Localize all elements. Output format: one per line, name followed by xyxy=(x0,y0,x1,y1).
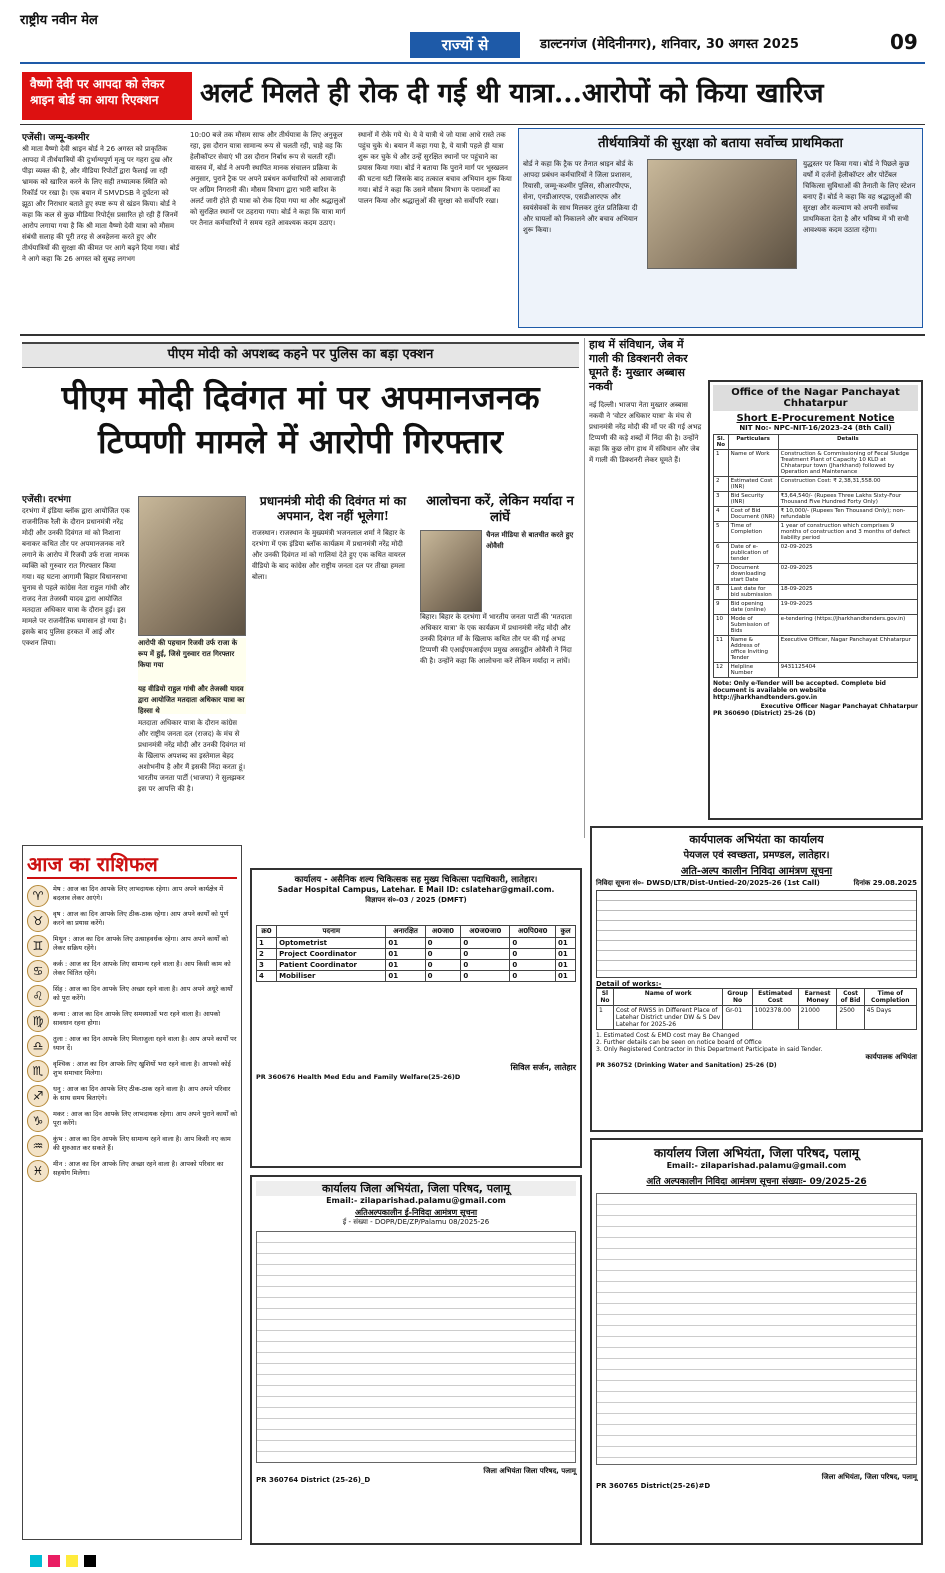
palamu1-email: Email:- zilaparishad.palamu@gmail.com xyxy=(326,1196,506,1205)
masthead: राष्ट्रीय नवीन मेल xyxy=(20,13,98,28)
naqvi-title: हाथ में संविधान, जेब में गाली की डिक्शनरी लेकर घूमते हैं: मुख्तार अब्बास नकवी xyxy=(589,338,688,393)
story1-col3: स्थानों में रोके गये थे। ये वे यात्री थे जो यात्रा आधे रास्ते तक पहुंच चुके थे। बयान में कहा गया है, ये यात्री पहले ही यात्रा शुरू कर चुके थे और उन्हें सुरक्षित स्थानों पर पहुंचाने का प्रयास किया गया। बोर्ड ने बताया कि पुराने मार्ग पर भूस्खलन की घटना घटी जिसके बाद तत्काल बचाव अभियान शुरू किया गया। बोर्ड ने कहा कि उसने मौसम विभाग के परामर्शों का पालन किया और श्रद्धालुओं की सुरक्षा को सर्वोपरि रखा। xyxy=(358,131,512,205)
table-cell: 01 xyxy=(556,949,576,960)
chhatarpur-pr: PR 360690 (District) 25-26 (D) xyxy=(713,710,816,717)
latehar-notice: अति-अल्प कालीन निविदा आमंत्रण सूचना xyxy=(680,866,833,877)
table-cell: 5 xyxy=(714,522,729,543)
story1-col2: 10:00 बजे तक मौसम साफ और तीर्थयात्रा के लिए अनुकूल रहा, इस दौरान यात्रा सामान्य रूप से चलती रही, चाहे वह कि हेलीकॉप्टर सेवाएं भी उस दौरान निर्बाध रूप से चलती रहीं। वास्तव में, बोर्ड ने अपनी स्थापित मानक संचालन प्रक्रिया के अनुसार, पुराने ट्रैक पर अपने प्रबंधन कर्मचारियों को आवाजाही पर अग्रिम निगरानी की। मौसम विभाग द्वारा भारी बारिश के अलर्ट जारी होते ही यात्रा को रोक दिया गया था और श्रद्धालुओं को सुरक्षित स्थानों पर ठहराया गया। बोर्ड ने कहा कि यात्रा मार्ग पर तैनात कर्मचारियों ने समय रहते आवश्यक कदम उठाए। xyxy=(190,131,346,227)
story1-dateline: एजेंसी। जम्मू-कश्मीर xyxy=(22,133,90,143)
zodiac-entry xyxy=(27,935,237,957)
zodiac-entry xyxy=(27,1135,237,1157)
story1-box-title: तीर्थयात्रियों की सुरक्षा को बताया सर्वोच्च प्राथमिकता xyxy=(598,136,843,151)
zodiac-icon: ♋ xyxy=(27,960,49,982)
table-cell: 01 xyxy=(556,938,576,949)
palamu2-table xyxy=(596,1193,917,1465)
owaisi-photo xyxy=(420,530,482,612)
table-cell: 6 xyxy=(714,543,729,564)
table-cell: 2 xyxy=(257,949,277,960)
zodiac-icon: ♓ xyxy=(27,1160,49,1182)
zodiac-entry xyxy=(27,1010,237,1032)
zodiac-text: सिंह : आज का दिन आपके लिए अच्छा रहने वाला है। आप अपने अधूरे कार्यों को पूरा करेंगे। xyxy=(53,985,233,1002)
zodiac-entry xyxy=(27,885,237,907)
story2-col2: मतदाता अधिकार यात्रा के दौरान कांग्रेस और राष्ट्रीय जनता दल (राजद) के मंच से प्रधानमंत्री नरेंद्र मोदी और उनकी दिवंगत मां के खिलाफ अपशब्द का इस्तेमाल बेहद अशोभनीय है और मैं इसकी निंदा करता हूं। भारतीय जनता पार्टी (भाजपा) ने सुलझकर इस पर आपत्ति की है। xyxy=(138,719,246,793)
table-row xyxy=(714,585,918,600)
table-cell: Last date for bid submission xyxy=(728,585,778,600)
table-cell: 0 xyxy=(425,960,461,971)
table-row xyxy=(714,600,918,615)
table-cell: Construction & Commissioning of Fecal Sludge Treatment Plant of Capacity 10 KLD at Chhatarpur town (Jharkhand) followed by Operation and Maintenance xyxy=(778,450,917,477)
photo-caption-2: यह वीडियो राहुल गांधी और तेजस्वी यादव द्वारा आयोजित मतदाता अधिकार यात्रा का हिस्सा थे xyxy=(138,685,245,714)
chhatarpur-tender xyxy=(708,380,923,820)
latehar-pr: PR 360752 (Drinking Water and Sanitation) 25-26 (D) xyxy=(596,1062,777,1069)
story1-box-col1: बोर्ड ने कहा कि ट्रैक पर तैनात श्राइन बोर्ड के आपदा प्रबंधन कर्मचारियों ने जिला प्रशासन, रियासी, जम्मू-कश्मीर पुलिस, सीआरपीएफ, सेना, एनडीआरएफ, एसडीआरएफ और स्वयंसेवकों के साथ मिलकर तुरंत प्रतिक्रिया दी और घायलों को निकालने और बचाव अभियान शुरू किया। xyxy=(523,160,638,234)
hospital-pr: PR 360676 Health Med Edu and Family Welfare(25-26)D xyxy=(256,1073,461,1081)
palamu2-email: Email:- zilaparishad.palamu@gmail.com xyxy=(666,1161,847,1170)
table-cell: Document downloading start Date xyxy=(728,564,778,585)
story1-bottom-rule xyxy=(20,334,925,336)
chhatarpur-table xyxy=(713,434,918,678)
table-row xyxy=(714,450,918,477)
story2-band: पीएम मोदी को अपशब्द कहने पर पुलिस का बड़ा एक्शन xyxy=(22,342,579,368)
palamu1-pr: PR 360764 District (25-26)_D xyxy=(256,1476,371,1484)
table-cell: 9 xyxy=(714,600,729,615)
accused-photo xyxy=(138,496,246,636)
table-cell: Time of Completion xyxy=(728,522,778,543)
latehar-earnest: 21000 xyxy=(798,1006,837,1030)
table-row xyxy=(257,949,576,960)
zodiac-entry xyxy=(27,985,237,1007)
chhatarpur-sign: Executive Officer Nagar Panchayat Chhatarpur xyxy=(760,703,918,710)
hospital-title: कार्यालय - असैनिक शल्य चिकित्सक सह मुख्य चिकित्सा पदाधिकारी, लातेहार। xyxy=(294,875,538,885)
palamu1-title: कार्यालय जिला अभियंता, जिला परिषद, पलामू xyxy=(256,1181,576,1196)
chhatarpur-office: Office of the Nagar Panchayat Chhatarpur xyxy=(713,385,918,411)
table-cell: 0 xyxy=(425,949,461,960)
table-cell: Patient Coordinator xyxy=(277,960,386,971)
zodiac-entry xyxy=(27,960,237,982)
palamu1-ref: ई - संख्या - DOPR/DE/ZP/Palamu 08/2025-26 xyxy=(342,1218,490,1226)
table-cell: 01 xyxy=(386,960,425,971)
zodiac-text: मीन : आज का दिन आपके लिए अच्छा रहने वाला है। आपको परिवार का सहयोग मिलेगा। xyxy=(53,1160,224,1177)
zodiac-text: कन्या : आज का दिन आपके लिए समस्याओं भरा रहने वाला है। आपको सावधान रहना होगा। xyxy=(53,1010,221,1027)
table-cell: 01 xyxy=(556,960,576,971)
table-cell: Bid opening date (online) xyxy=(728,600,778,615)
hospital-h-cat3: अ0पि0व0 xyxy=(510,926,556,938)
quote2-box xyxy=(420,494,580,839)
zodiac-text: कुंभ : आज का दिन आपके लिए सामान्य रहने वाला है। आप किसी नए काम की शुरुआत कर सकते हैं। xyxy=(53,1135,231,1152)
table-cell: 19-09-2025 xyxy=(778,600,917,615)
table-cell: 0 xyxy=(425,971,461,982)
table-row xyxy=(714,507,918,522)
palamu2-pr: PR 360765 District(25-26)#D xyxy=(596,1482,711,1490)
list-item: 2. Further details can be seen on notice board of Office xyxy=(596,1039,762,1046)
table-cell: Name & Address of office Inviting Tender xyxy=(728,636,778,663)
list-item: 3. Only Registered Contractor in this Department Participate in said Tender. xyxy=(596,1046,823,1053)
table-cell: Project Coordinator xyxy=(277,949,386,960)
table-cell: Executive Officer, Nagar Panchayat Chhatarpur xyxy=(778,636,917,663)
table-cell: 3 xyxy=(257,960,277,971)
hospital-h-cat0: अनारक्षित xyxy=(386,926,425,938)
page-number: 09 xyxy=(890,30,918,54)
table-cell: Optometrist xyxy=(277,938,386,949)
table-cell: 01 xyxy=(556,971,576,982)
latehar-ref: निविदा सूचना सं०- DWSD/LTR/Dist-Untied-20/2025-26 (1st Call) xyxy=(596,879,820,887)
story1-rule xyxy=(20,124,925,125)
zodiac-icon: ♒ xyxy=(27,1135,49,1157)
zodiac-entry xyxy=(27,1160,237,1182)
table-row xyxy=(714,615,918,636)
table-cell: 10 xyxy=(714,615,729,636)
story1-headline: अलर्ट मिलते ही रोक दी गई थी यात्रा...आरोपों को किया खारिज xyxy=(200,78,824,109)
table-cell: 0 xyxy=(510,960,556,971)
latehar-office: कार्यपालक अभियंता का कार्यालय xyxy=(689,833,824,846)
table-cell: Mobiliser xyxy=(277,971,386,982)
table-cell: 0 xyxy=(461,949,510,960)
table-cell: Mode of Submission of Bids xyxy=(728,615,778,636)
zodiac-icon: ♈ xyxy=(27,885,49,907)
quote1-title: प्रधानमंत्री मोदी की दिवंगत मां का अपमान, देश नहीं भूलेगा! xyxy=(259,494,407,523)
zodiac-icon: ♎ xyxy=(27,1035,49,1057)
header-rule xyxy=(20,62,925,64)
latehar-sign: कार्यपालक अभियंता xyxy=(865,1053,917,1061)
table-row xyxy=(714,477,918,492)
hospital-table xyxy=(256,925,576,982)
latehar-tender xyxy=(590,826,923,1132)
table-cell: 7 xyxy=(714,564,729,585)
table-cell: 0 xyxy=(461,971,510,982)
zodiac-entry xyxy=(27,1110,237,1132)
table-cell: 01 xyxy=(386,971,425,982)
story2-col1: दरभंगा में इंडिया ब्लॉक द्वारा आयोजित एक राजनीतिक रैली के दौरान प्रधानमंत्री नरेंद्र मोदी और उनकी दिवंगत मां को निशाना बनाकर कथित तौर पर अपमानजनक नारे लगाने के आरोप में रिजवी उर्फ राजा नामक व्यक्ति को गुरुवार रात गिरफ्तार किया गया। यह घटना आगामी बिहार विधानसभा चुनाव से पहले कांग्रेस नेता राहुल गांधी और राजद नेता तेजस्वी यादव द्वारा आयोजित मतदाता अधिकार यात्रा के दौरान हुई। इस मामले पर राजनीतिक घमासान हो गया है। इसके बाद पुलिस हरकत में आई और एक्शन लिया। xyxy=(22,507,130,647)
table-cell: 12 xyxy=(714,663,729,678)
latehar-completion: 45 Days xyxy=(864,1006,916,1030)
table-row xyxy=(714,543,918,564)
zodiac-icon: ♑ xyxy=(27,1110,49,1132)
latehar-work-table: Sl No Name of work Group No Estimated Cost Earnest Money Cost of Bid Time of Completion 1 Cost of RWSS in Different Place of Latehar District under DW & S Dev Latehar for 2025-26 Gr-01 1002378.00 21000 2500 45 Days xyxy=(596,988,917,1030)
table-cell: Helpline Number xyxy=(728,663,778,678)
hospital-subtitle: Sadar Hospital Campus, Latehar. E Mail ID: cslatehar@gmail.com. xyxy=(277,885,555,894)
zodiac-icon: ♏ xyxy=(27,1060,49,1082)
latehar-h-money: Earnest Money xyxy=(798,989,837,1006)
table-cell: 0 xyxy=(461,938,510,949)
table-cell: ₹ 10,000/- (Rupees Ten Thousand Only); non-refundable xyxy=(778,507,917,522)
palamu2-sign: जिला अभियंता, जिला परिषद, पलामू xyxy=(821,1473,917,1481)
quote2-title: आलोचना करें, लेकिन मर्यादा न लांघें xyxy=(426,494,574,525)
quote1-body: राजस्थान। राजस्थान के मुख्यमंत्री भजनलाल शर्मा ने बिहार के दरभंगा में एक इंडिया ब्लॉक कार्यक्रम में प्रधानमंत्री नरेंद्र मोदी और उनकी दिवंगत मां को गालियां देते हुए एक कथित वायरल वीडियो के बाद कांग्रेस और राष्ट्रीय जनता दल पर तीखा हमला बोला। xyxy=(252,529,406,581)
table-cell: 4 xyxy=(257,971,277,982)
table-cell: 0 xyxy=(510,971,556,982)
story1-box xyxy=(518,128,923,328)
table-row xyxy=(714,564,918,585)
table-cell: 01 xyxy=(386,949,425,960)
col-particulars: Particulars xyxy=(728,435,778,450)
latehar-h-work: Name of work xyxy=(613,989,723,1006)
latehar-dept: पेयजल एवं स्वच्छता, प्रमण्डल, लातेहार। xyxy=(683,850,830,861)
chhatarpur-title: Short E-Procurement Notice xyxy=(736,413,895,424)
zodiac-icon: ♐ xyxy=(27,1085,49,1107)
rashifal-title: आज का राशिफल xyxy=(27,850,237,879)
story1-col1: श्री माता वैष्णो देवी श्राइन बोर्ड ने 26 अगस्त को प्राकृतिक आपदा में तीर्थयात्रियों की दुर्भाग्यपूर्ण मृत्यु पर गहरा दुख और पीड़ा व्यक्त की है, और मीडिया रिपोर्टों द्वारा फैलाई जा रही भ्रामक को खारिज करने के लिए सही तथ्यात्मक स्थिति को रिकॉर्ड पर रखा है। एक बयान में SMVDSB ने दुर्घटना को झूठा और निराधार बताते हुए स्पष्ट रूप से खंडन किया। बोर्ड ने कहा कि कल से कुछ मीडिया रिपोर्ट्स प्रसारित हो रही हैं जिनमें आरोप लगाया गया है कि श्री माता वैष्णो देवी यात्रा को मौसम संबंधी सलाह की पूरी तरह से अवहेलना करते हुए और तीर्थयात्रियों की सुरक्षा की कीमत पर आगे बढ़ने दिया गया। बोर्ड ने आगे कहा कि 26 अगस्त को सुबह लगभग xyxy=(22,145,180,263)
zodiac-icon: ♌ xyxy=(27,985,49,1007)
latehar-bidcost: 2500 xyxy=(837,1006,864,1030)
zodiac-text: वृष : आज का दिन आपके लिए ठीक-ठाक रहेगा। आप अपने कार्यों को पूर्ण करने का प्रयास करेंगे। xyxy=(53,910,229,927)
zodiac-entry xyxy=(27,1060,237,1082)
palamu-ad-2 xyxy=(590,1138,923,1545)
zodiac-text: कर्क : आज का दिन आपके लिए सामान्य रहने वाला है। आप किसी काम को लेकर चिंतित रहेंगे। xyxy=(53,960,231,977)
quote1-box xyxy=(252,494,414,839)
latehar-date: दिनांक 29.08.2025 xyxy=(853,879,917,887)
latehar-h-sl: Sl No xyxy=(597,989,614,1006)
table-cell: e-tendering (https://jharkhandtenders.gov.in) xyxy=(778,615,917,636)
table-cell: 4 xyxy=(714,507,729,522)
hospital-sign: सिविल सर्जन, लातेहार xyxy=(510,1063,576,1072)
latehar-h-cost: Estimated Cost xyxy=(752,989,798,1006)
table-row xyxy=(714,636,918,663)
naqvi-body: नई दिल्ली। भाजपा नेता मुख्तार अब्बास नकवी ने 'वोटर अधिकार यात्रा' के मंच से प्रधानमंत्री नरेंद्र मोदी की माँ पर की गई अभद्र टिप्पणी की कड़े शब्दों में निंदा की है। उन्होंने कहा कि कुछ लोग हाथ में संविधान और जेब में गाली की डिक्शनरी लेकर घूमते हैं। xyxy=(589,401,702,464)
color-registration-marks xyxy=(30,1552,330,1566)
latehar-schedule-table xyxy=(596,890,917,978)
zodiac-entry xyxy=(27,1035,237,1057)
table-row xyxy=(714,492,918,507)
table-cell: 0 xyxy=(461,960,510,971)
zodiac-icon: ♊ xyxy=(27,935,49,957)
latehar-h-time: Time of Completion xyxy=(864,989,916,1006)
table-cell: 18-09-2025 xyxy=(778,585,917,600)
table-cell: 2 xyxy=(714,477,729,492)
story1-box-col2: युद्धस्तर पर किया गया। बोर्ड ने पिछले कुछ वर्षों में दर्जनों हेलीकॉप्टर और पोर्टेबल चिकित्सा सुविधाओं की तैनाती के लिए स्टेशन बनाए हैं। बोर्ड ने कहा कि वह श्रद्धालुओं की सुरक्षा और कल्याण को अपनी सर्वोच्च प्राथमिकता देता है और भविष्य में भी सभी आवश्यक कदम उठाता रहेगा। xyxy=(803,160,916,234)
hospital-h-cat4: कुल xyxy=(556,926,576,938)
registration-dot xyxy=(30,1555,42,1567)
photo-caption: आरोपी की पहचान रिजवी उर्फ राजा के रूप में हुई, जिसे गुरुवार रात गिरफ्तार किया गया xyxy=(138,638,246,682)
zodiac-text: मेष : आज का दिन आपके लिए लाभदायक रहेगा। आप अपने कार्यक्षेत्र में बदलाव लेकर आएंगे। xyxy=(53,885,224,902)
table-cell: 1 xyxy=(714,450,729,477)
hospital-h-post: पदनाम xyxy=(277,926,386,938)
naqvi-sidebar xyxy=(584,338,704,838)
table-cell: 0 xyxy=(510,938,556,949)
table-cell: Estimated Cost (INR) xyxy=(728,477,778,492)
table-cell: 8 xyxy=(714,585,729,600)
table-cell: Name of Work xyxy=(728,450,778,477)
story1-kicker: वैष्णो देवी पर आपदा को लेकर श्राइन बोर्ड का आया रिएक्शन xyxy=(22,72,192,120)
table-cell: 0 xyxy=(425,938,461,949)
table-row xyxy=(714,663,918,678)
zodiac-text: वृश्चिक : आज का दिन आपके लिए खुशियों भरा रहने वाला है। आपको कोई शुभ समाचार मिलेगा। xyxy=(53,1060,231,1077)
zodiac-icon: ♉ xyxy=(27,910,49,932)
latehar-work: Cost of RWSS in Different Place of Latehar District under DW & S Dev Latehar for 2025-26 xyxy=(613,1006,723,1030)
col-details: Details xyxy=(778,435,917,450)
latehar-terms xyxy=(596,1032,917,1053)
story2-dateline: एजेंसी। दरभंगा xyxy=(22,495,71,505)
table-row xyxy=(257,938,576,949)
table-cell: 02-09-2025 xyxy=(778,564,917,585)
edition-date: डाल्टनगंज (मेदिनीनगर), शनिवार, 30 अगस्त 2025 xyxy=(540,37,799,52)
chhatarpur-note: Note: Only e-Tender will be accepted. Complete bid document is available on website http://jharkhandtenders.gov.in xyxy=(713,680,886,701)
list-item: 1. Estimated Cost & EMD cost may Be Changed xyxy=(596,1032,740,1039)
table-cell: Construction Cost: ₹ 2,38,31,558.00 xyxy=(778,477,917,492)
table-row xyxy=(257,960,576,971)
story2-headline-2: टिप्पणी मामले में आरोपी गिरफ्तार xyxy=(98,422,503,461)
story2-headline-1: पीएम मोदी दिवंगत मां पर अपमानजनक xyxy=(61,378,540,417)
table-cell: 3 xyxy=(714,492,729,507)
latehar-detail-label: Detail of works:- xyxy=(596,980,662,988)
table-row xyxy=(257,971,576,982)
table-cell: 0 xyxy=(510,949,556,960)
rashifal-box xyxy=(22,845,242,1540)
palamu2-notice: अति अल्पकालीन निविदा आमंत्रण सूचना संख्याः- 09/2025-26 xyxy=(646,1177,867,1187)
zodiac-text: तुला : आज का दिन आपके लिए मिलाजुला रहने वाला है। आप अपने कार्यों पर ध्यान दें। xyxy=(53,1035,237,1052)
latehar-h-bidcost: Cost of Bid xyxy=(837,989,864,1006)
col-sl: Sl. No xyxy=(714,435,729,450)
temple-photo xyxy=(647,159,797,269)
latehar-h-group: Group No xyxy=(723,989,752,1006)
hospital-h-cat2: अ0ज0जा0 xyxy=(461,926,510,938)
table-row xyxy=(714,522,918,543)
table-cell: ₹3,64,540/- (Rupees Three Lakhs Sixty-Four Thousand Five Hundred Forty Only) xyxy=(778,492,917,507)
table-cell: 11 xyxy=(714,636,729,663)
zodiac-entry xyxy=(27,1085,237,1107)
table-cell: 9431125404 xyxy=(778,663,917,678)
latehar-group: Gr-01 xyxy=(723,1006,752,1030)
hospital-notice: विज्ञापन सं०-03 / 2025 (DMFT) xyxy=(365,896,467,904)
palamu2-title: कार्यालय जिला अभियंता, जिला परिषद, पलामू xyxy=(653,1146,859,1160)
zodiac-text: मिथुन : आज का दिन आपके लिए उत्साहवर्धक रहेगा। आप अपने कार्यों को लेकर सक्रिय रहेंगे। xyxy=(53,935,229,952)
section-label: राज्यों से xyxy=(410,32,520,58)
table-cell: 1 year of construction which comprises 9 months of construction and 3 months of defect liability period xyxy=(778,522,917,543)
quote2-body: बिहार। बिहार के दरभंगा में भारतीय जनता पार्टी की 'मतदाता अधिकार यात्रा' के एक कार्यक्रम में प्रधानमंत्री नरेंद्र मोदी और उनकी दिवंगत माँ के खिलाफ कथित तौर पर की गई अभद्र टिप्पणी की एआईएमआईएम प्रमुख असदुद्दीन ओवैसी ने निंदा की है। उन्होंने कहा कि आलोचना करें लेकिन मर्यादा न लांघें। xyxy=(420,613,572,665)
latehar-estimated: 1002378.00 xyxy=(752,1006,798,1030)
chhatarpur-nit: NIT No:- NPC-NIT-16/2023-24 (8th Call) xyxy=(739,424,892,432)
zodiac-entry xyxy=(27,910,237,932)
palamu1-notice: अतिअल्पकालीन ई-निविदा आमंत्रण सूचना xyxy=(354,1208,478,1217)
zodiac-text: धनु : आज का दिन आपके लिए ठीक-ठाक रहने वाला है। आप अपने परिवार के साथ समय बिताएंगे। xyxy=(53,1085,231,1102)
registration-dot xyxy=(84,1555,96,1567)
registration-dot xyxy=(48,1555,60,1567)
zodiac-text: मकर : आज का दिन आपके लिए लाभदायक रहेगा। आप अपने पुराने कार्यों को पूरा करेंगे। xyxy=(53,1110,238,1127)
hospital-ad xyxy=(250,868,582,1168)
table-cell: Cost of Bid Document (INR) xyxy=(728,507,778,522)
table-cell: 1 xyxy=(257,938,277,949)
quote2-caption: चैनल मीडिया से बातचीत करते हुए ओवैसी xyxy=(486,531,574,550)
table-cell: Date of e-publication of tender xyxy=(728,543,778,564)
palamu1-sign: जिला अभियंता जिला परिषद, पलामू xyxy=(483,1467,576,1475)
table-cell: Bid Security (INR) xyxy=(728,492,778,507)
table-cell: 02-09-2025 xyxy=(778,543,917,564)
palamu1-table xyxy=(256,1231,576,1463)
hospital-h-no: क्र0 xyxy=(257,926,277,938)
zodiac-icon: ♍ xyxy=(27,1010,49,1032)
registration-dot xyxy=(66,1555,78,1567)
table-cell: 01 xyxy=(386,938,425,949)
hospital-h-cat1: अ0जा0 xyxy=(425,926,461,938)
palamu-ad-1 xyxy=(250,1175,582,1545)
